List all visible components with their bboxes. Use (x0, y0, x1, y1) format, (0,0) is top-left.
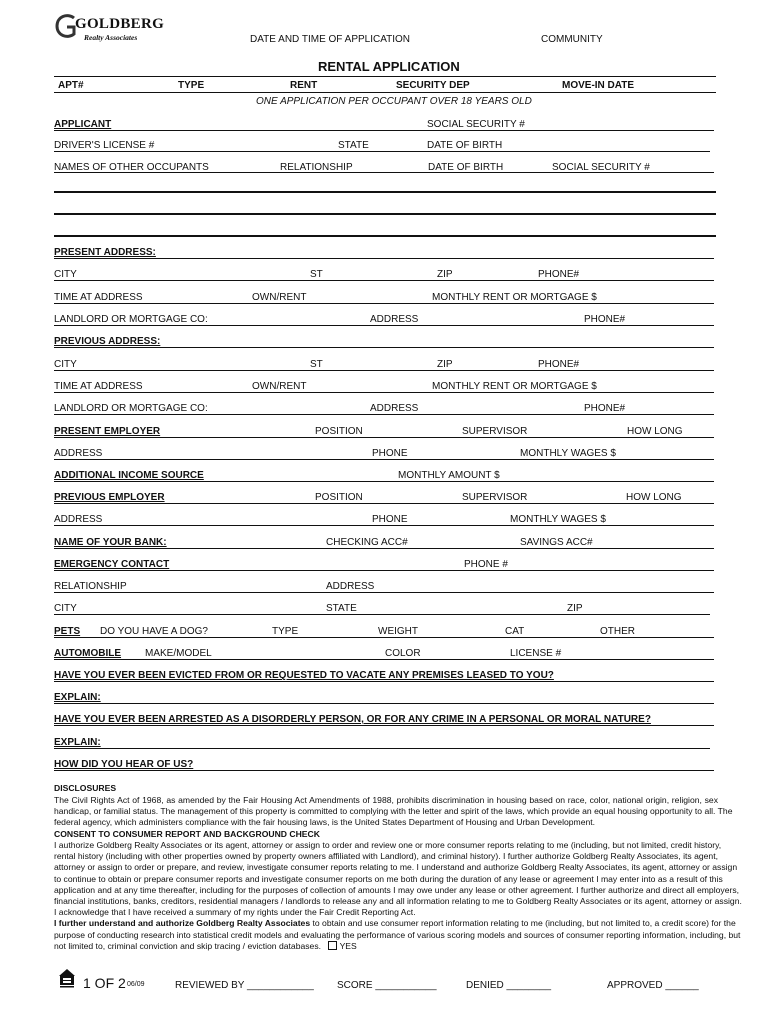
emergency-address-label: ADDRESS (326, 581, 375, 592)
arrested-line[interactable] (54, 725, 714, 726)
present-employer-label: PRESENT EMPLOYER (54, 426, 161, 437)
move-in-label: MOVE-IN DATE (562, 80, 635, 91)
prev-time-line[interactable] (54, 392, 714, 393)
pet-weight-label: WEIGHT (378, 626, 418, 637)
dog-label: DO YOU HAVE A DOG? (100, 626, 208, 637)
ssn-label: SOCIAL SECURITY # (427, 119, 525, 130)
savings-label: SAVINGS ACC# (520, 537, 593, 548)
employer-position-label: POSITION (315, 426, 363, 437)
prev-landlord-phone-label: PHONE# (584, 403, 626, 414)
employer-how-long-label: HOW LONG (627, 426, 683, 437)
prev-monthly-label: MONTHLY RENT OR MORTGAGE $ (432, 381, 597, 392)
present-address-line[interactable] (54, 258, 714, 259)
explain-label-1: EXPLAIN: (54, 692, 101, 703)
prev-zip-label: ZIP (437, 359, 453, 370)
page-number: 1 OF 2 (83, 975, 126, 991)
logo-name: GOLDBERG (75, 16, 165, 32)
apt-label: APT# (58, 80, 84, 91)
yes-checkbox[interactable] (328, 941, 337, 950)
disclosure-line: federal agency, which administers compliance with the fair housing laws, is the United States Department of Housing and Urban Development. (54, 817, 596, 828)
present-time-line[interactable] (54, 303, 714, 304)
pet-type-label: TYPE (272, 626, 299, 637)
emergency-state-label: STATE (326, 603, 357, 614)
landlord-label: LANDLORD OR MORTGAGE CO: (54, 314, 208, 325)
disclosures-title: DISCLOSURES (54, 783, 117, 793)
color-label: COLOR (385, 648, 421, 659)
prev-employer-how-long-label: HOW LONG (626, 492, 682, 503)
previous-employer-label: PREVIOUS EMPLOYER (54, 492, 165, 503)
prev-time-label: TIME AT ADDRESS (54, 381, 143, 392)
prev-employer-position-label: POSITION (315, 492, 363, 503)
dob-label: DATE OF BIRTH (427, 140, 503, 151)
explain-label-2: EXPLAIN: (54, 737, 101, 748)
present-landlord-line[interactable] (54, 325, 714, 326)
make-model-label: MAKE/MODEL (145, 648, 212, 659)
explain-line-2[interactable] (54, 748, 710, 749)
prev-employer-address-line[interactable] (54, 525, 714, 526)
prev-city-line[interactable] (54, 370, 714, 371)
consent-text (54, 840, 742, 952)
bank-line[interactable] (54, 548, 714, 549)
company-logo (54, 14, 165, 44)
disclosures-text (54, 795, 733, 829)
prev-employer-phone-label: PHONE (372, 514, 408, 525)
prev-st-label: ST (310, 359, 323, 370)
st-label: ST (310, 269, 323, 280)
prev-landlord-address-label: ADDRESS (370, 403, 419, 414)
explain-line-1[interactable] (54, 703, 714, 704)
additional-income-label: ADDITIONAL INCOME SOURCE (54, 470, 204, 481)
state-label: STATE (338, 140, 369, 151)
subtitle: ONE APPLICATION PER OCCUPANT OVER 18 YEARS OLD (256, 96, 532, 107)
type-label: TYPE (178, 80, 205, 91)
prev-employer-line[interactable] (54, 503, 714, 504)
employer-address-label: ADDRESS (54, 448, 103, 459)
consent-line: to continue to obtain or prepare consumer reports and investigate consumer reports on me both during the duration of any lease or agreement I may enter into as a result of this (54, 873, 723, 884)
occupant-line-3[interactable] (54, 235, 716, 237)
approved-label: APPROVED ______ (607, 980, 699, 991)
checking-label: CHECKING ACC# (326, 537, 408, 548)
prev-employer-supervisor-label: SUPERVISOR (462, 492, 528, 503)
applicant-label: APPLICANT (54, 119, 112, 130)
arrested-question: HAVE YOU EVER BEEN ARRESTED AS A DISORDERLY PERSON, OR FOR ANY CRIME IN A PERSONAL OR MORAL NATURE? (54, 714, 651, 725)
form-version: 06/09 (127, 981, 145, 988)
other-occupants-label: NAMES OF OTHER OCCUPANTS (54, 162, 209, 173)
consent-further-line (54, 918, 736, 929)
cat-label: CAT (505, 626, 525, 637)
automobile-label: AUTOMOBILE (54, 648, 122, 659)
zip-label: ZIP (437, 269, 453, 280)
license-line[interactable] (54, 151, 710, 152)
consent-line: I authorize Goldberg Realty Associates or its agent, attorney or assign to order and review one or more consumer reports relating to me (including, but not limited, credit history, (54, 840, 722, 850)
license-label: DRIVER'S LICENSE # (54, 140, 155, 151)
emergency-phone-label: PHONE # (464, 559, 508, 570)
present-address-label: PRESENT ADDRESS: (54, 247, 156, 258)
emergency-contact-label: EMERGENCY CONTACT (54, 559, 170, 570)
employer-supervisor-label: SUPERVISOR (462, 426, 528, 437)
employer-phone-label: PHONE (372, 448, 408, 459)
equal-housing-icon (58, 968, 76, 988)
pets-line[interactable] (54, 637, 714, 638)
employer-wages-label: MONTHLY WAGES $ (520, 448, 616, 459)
denied-label: DENIED ________ (466, 980, 552, 991)
time-at-address-label: TIME AT ADDRESS (54, 292, 143, 303)
consent-line: application and at any time thereafter, including for the purposes of collection of amounts I may owe under any lease or other agreement. I further authorize and direct all employers, (54, 884, 740, 895)
occupant-ssn-label: SOCIAL SECURITY # (552, 162, 650, 173)
monthly-amount-label: MONTHLY AMOUNT $ (398, 470, 500, 481)
emergency-zip-label: ZIP (567, 603, 583, 614)
previous-address-line[interactable] (54, 347, 714, 348)
previous-address-label: PREVIOUS ADDRESS: (54, 336, 161, 347)
phone-label: PHONE# (538, 269, 580, 280)
landlord-phone-label: PHONE# (584, 314, 626, 325)
consent-line: I acknowledge that I have received a summary of my rights under the Fair Credit Reporting Act. (54, 907, 416, 918)
city-label: CITY (54, 269, 77, 280)
prev-own-rent-label: OWN/RENT (252, 381, 307, 392)
pet-other-label: OTHER (600, 626, 635, 637)
disclosure-line: The Civil Rights Act of 1968, as amended by the Fair Housing Act Amendments of 1988, prohibits discrimination in housing based on race, color, national origin, religion, sex (54, 795, 718, 805)
occupant-dob-label: DATE OF BIRTH (428, 162, 504, 173)
employer-address-line[interactable] (54, 459, 714, 460)
rent-label: RENT (290, 80, 318, 91)
page-title: RENTAL APPLICATION (318, 59, 460, 74)
employer-line[interactable] (54, 437, 714, 438)
logo-subtitle: Realty Associates (84, 33, 138, 42)
monthly-rent-label: MONTHLY RENT OR MORTGAGE $ (432, 292, 597, 303)
security-dep-label: SECURITY DEP (396, 80, 470, 91)
date-time-label: DATE AND TIME OF APPLICATION (250, 34, 411, 45)
present-city-line[interactable] (54, 280, 714, 281)
applicant-line[interactable] (54, 130, 714, 131)
consent-line: purpose of conducting research into statistical credit models and evaluating the performance of various scoring models and sources of consumer reporting information, including, but (54, 929, 741, 940)
score-label: SCORE ___________ (337, 980, 437, 991)
yes-label: YES (339, 940, 357, 951)
prev-landlord-line[interactable] (54, 414, 714, 415)
additional-income-line[interactable] (54, 481, 714, 482)
consent-further-bold: I further understand and authorize Goldberg Realty Associates (54, 918, 311, 929)
consent-title: CONSENT TO CONSUMER REPORT AND BACKGROUND CHECK (54, 829, 320, 839)
disclosure-line: handicap, or familial status. The management of this property is committed to complying with the letter and spirit of the laws, which provide an equal housing opportunity to all. The (54, 806, 733, 817)
community-label: COMMUNITY (541, 34, 603, 45)
license-plate-label: LICENSE # (510, 648, 562, 659)
evicted-line[interactable] (54, 681, 714, 682)
consent-line: not limited to, criminal conviction and skip tracing / eviction databases. (54, 940, 322, 951)
consent-further-rest: to obtain and use consumer report information relating to me (including, but not limited to, a credit score) for the (310, 918, 736, 929)
prev-employer-wages-label: MONTHLY WAGES $ (510, 514, 606, 525)
prev-city-label: CITY (54, 359, 77, 370)
emergency-relationship-label: RELATIONSHIP (54, 581, 127, 592)
own-rent-label: OWN/RENT (252, 292, 307, 303)
emergency-line[interactable] (54, 570, 714, 571)
emergency-city-line[interactable] (54, 614, 710, 615)
pets-label: PETS (54, 626, 81, 637)
prev-phone-label: PHONE# (538, 359, 580, 370)
prev-landlord-label: LANDLORD OR MORTGAGE CO: (54, 403, 208, 414)
prev-employer-address-label: ADDRESS (54, 514, 103, 525)
bank-label: NAME OF YOUR BANK: (54, 537, 167, 548)
relationship-label: RELATIONSHIP (280, 162, 353, 173)
consent-line: rental history (including with other properties owned by property owners affiliated with Landlord), and criminal history). I further authorize Goldberg Realty Associates, its agent, (54, 851, 718, 862)
reviewed-by-label: REVIEWED BY ____________ (175, 980, 314, 991)
evicted-question: HAVE YOU EVER BEEN EVICTED FROM OR REQUESTED TO VACATE ANY PREMISES LEASED TO YOU? (54, 670, 554, 681)
heard-line[interactable] (54, 770, 714, 771)
occupant-line-2[interactable] (54, 213, 716, 215)
occupant-line-1[interactable] (54, 191, 716, 193)
automobile-line[interactable] (54, 659, 714, 660)
emergency-relationship-line[interactable] (54, 592, 714, 593)
consent-line: attorney or assign to order or prepare, and review, investigate consumer reports relating to me. I understand and authorize Goldberg Realty Associates, its agent, attorney or assign (54, 862, 738, 873)
landlord-address-label: ADDRESS (370, 314, 419, 325)
emergency-city-label: CITY (54, 603, 77, 614)
heard-question: HOW DID YOU HEAR OF US? (54, 759, 194, 770)
consent-last-line (54, 941, 718, 952)
consent-line: financial institutions, banks, creditors, residential managers / landlords to release any and all information relating to me to Goldberg Realty Associates or its agent, attorney or assign. (54, 896, 742, 907)
